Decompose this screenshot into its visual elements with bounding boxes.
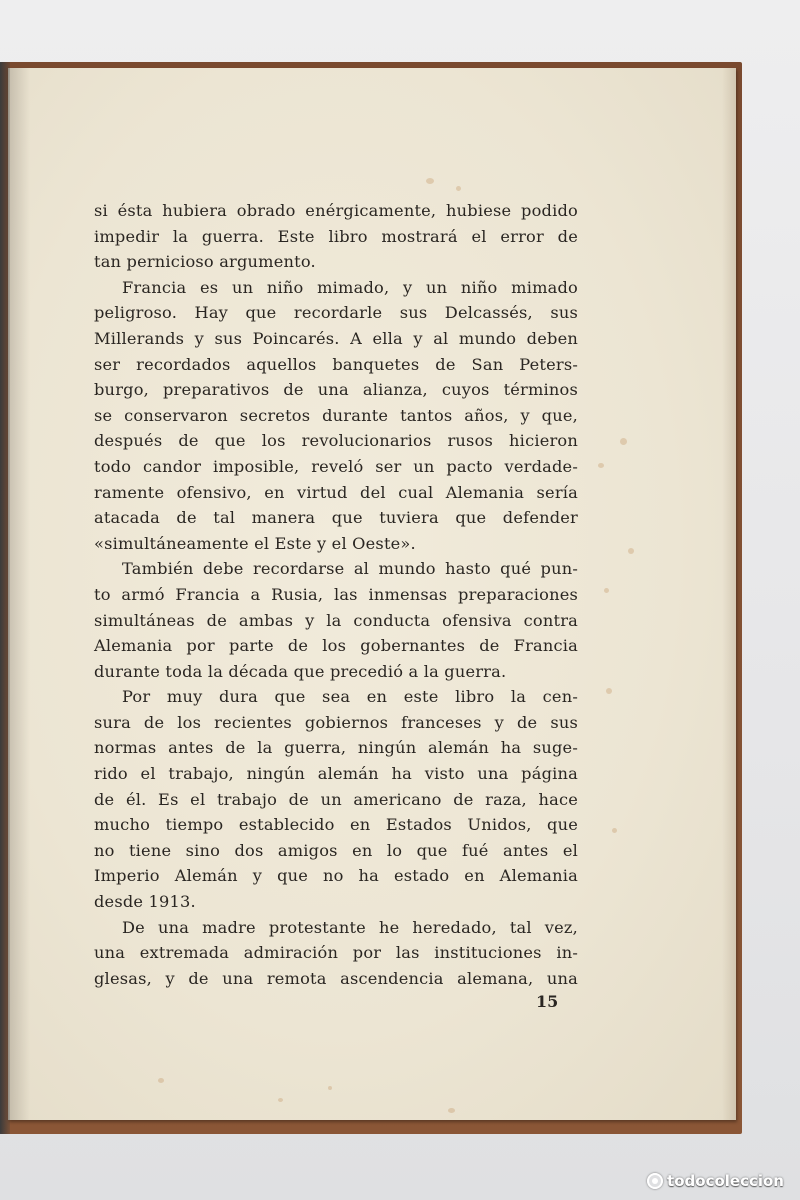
text-line: si ésta hubiera obrado enérgicamente, hubiese podido xyxy=(94,201,578,220)
foxing-spot xyxy=(158,1078,164,1083)
paragraph xyxy=(94,684,578,914)
text-line: normas antes de la guerra, ningún alemán ha suge- xyxy=(94,738,578,758)
paragraph xyxy=(94,198,578,275)
text-line: de él. Es el trabajo de un americano de raza, hace xyxy=(94,789,578,809)
text-line: simultáneas de ambas y la conducta ofensiva contra xyxy=(94,610,578,630)
text-line: De una madre protestante he heredado, tal vez, xyxy=(122,917,578,937)
text-line: no tiene sino dos amigos en lo que fué antes el xyxy=(94,840,578,860)
text-line: burgo, preparativos de una alianza, cuyos términos xyxy=(94,380,578,400)
text-line: Millerands y sus Poincarés. A ella y al mundo deben xyxy=(94,328,578,348)
foxing-spot xyxy=(278,1098,283,1102)
paragraph xyxy=(94,915,578,992)
foxing-spot xyxy=(426,178,434,184)
foxing-spot xyxy=(620,438,627,445)
text-line: to armó Francia a Rusia, las inmensas preparaciones xyxy=(94,584,578,604)
foxing-spot xyxy=(606,688,612,694)
page-gutter-shadow xyxy=(8,68,30,1120)
watermark-logo-icon xyxy=(647,1173,663,1189)
text-line: mucho tiempo establecido en Estados Unidos, que xyxy=(94,815,578,835)
text-line: una extremada admiración por las instituciones in- xyxy=(94,943,578,963)
text-line: Por muy dura que sea en este libro la cen- xyxy=(122,687,578,707)
text-line: desde 1913. xyxy=(94,892,196,912)
paragraph xyxy=(94,275,578,557)
text-line: tan pernicioso argumento. xyxy=(94,252,316,272)
watermark xyxy=(647,1172,784,1190)
page-edge-shading xyxy=(722,68,736,1120)
paragraph xyxy=(94,556,578,684)
foxing-spot xyxy=(456,186,461,191)
text-line: glesas, y de una remota ascendencia alemana, una xyxy=(94,968,578,988)
text-line: todo candor imposible, reveló ser un pacto verdade- xyxy=(94,456,578,476)
text-line: impedir la guerra. Este libro mostrará el error de xyxy=(94,226,578,246)
text-line: atacada de tal manera que tuviera que defender xyxy=(94,508,578,528)
spine-shadow xyxy=(0,62,10,1134)
page-number: 15 xyxy=(536,992,559,1011)
foxing-spot xyxy=(628,548,634,554)
foxing-spot xyxy=(448,1108,455,1113)
body-text xyxy=(94,198,578,991)
text-line: Francia es un niño mimado, y un niño mimado xyxy=(122,277,578,297)
text-line: ser recordados aquellos banquetes de San Peters- xyxy=(94,354,578,374)
foxing-spot xyxy=(612,828,617,833)
text-line: También debe recordarse al mundo hasto qué pun- xyxy=(122,559,578,579)
book-page xyxy=(8,68,736,1120)
text-line: se conservaron secretos durante tantos años, y que, xyxy=(94,405,578,425)
foxing-spot xyxy=(598,463,604,468)
text-line: sura de los recientes gobiernos franceses y de sus xyxy=(94,712,578,732)
text-line: durante toda la década que precedió a la guerra. xyxy=(94,661,507,681)
text-line: peligroso. Hay que recordarle sus Delcassés, sus xyxy=(94,303,578,323)
text-line: Alemania por parte de los gobernantes de Francia xyxy=(94,636,578,656)
text-line: Imperio Alemán y que no ha estado en Alemania xyxy=(94,866,578,886)
watermark-text: todocoleccion xyxy=(667,1172,784,1190)
text-line: después de que los revolucionarios rusos hicieron xyxy=(94,431,578,451)
text-line: «simultáneamente el Este y el Oeste». xyxy=(94,533,416,553)
text-line: rido el trabajo, ningún alemán ha visto una página xyxy=(94,764,578,784)
text-line: ramente ofensivo, en virtud del cual Alemania sería xyxy=(94,482,578,502)
foxing-spot xyxy=(604,588,609,593)
foxing-spot xyxy=(328,1086,332,1090)
